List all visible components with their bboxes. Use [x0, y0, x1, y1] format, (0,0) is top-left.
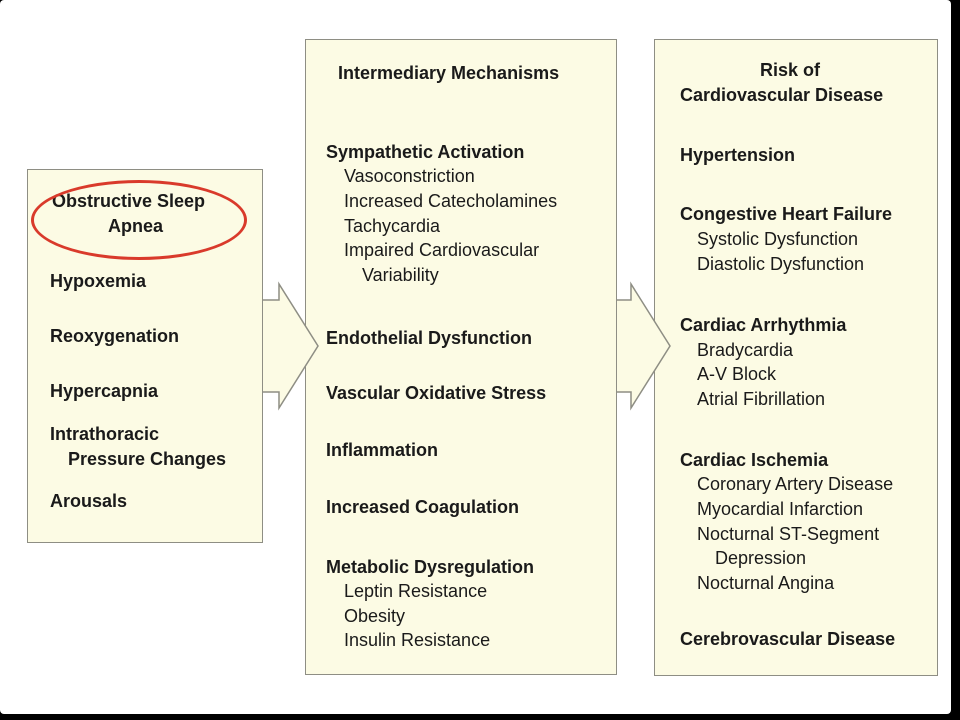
cvd-arrhythmia-heading: Cardiac Arrhythmia [680, 315, 847, 335]
mechanisms-title: Intermediary Mechanisms [338, 63, 560, 83]
osa-item-reoxygenation: Reoxygenation [50, 326, 180, 346]
mech-metabolic-item: Insulin Resistance [344, 630, 491, 650]
cvd-arrhythmia-item: Bradycardia [697, 340, 794, 360]
cvd-title-line1: Risk of [760, 60, 821, 80]
cvd-chf-item: Systolic Dysfunction [697, 229, 859, 249]
mech-sympathetic-item: Impaired Cardiovascular [344, 240, 540, 260]
cvd-risk-box [654, 39, 938, 676]
cvd-arrhythmia-item: Atrial Fibrillation [697, 389, 826, 409]
osa-box [27, 169, 263, 543]
mech-metabolic-heading: Metabolic Dysregulation [326, 557, 535, 577]
osa-item-intrathoracic: Intrathoracic [50, 424, 160, 444]
cvd-ischemia-item: Nocturnal Angina [697, 573, 835, 593]
mech-inflammation: Inflammation [326, 440, 439, 460]
mech-sympathetic-item: Vasoconstriction [344, 166, 475, 186]
mech-sympathetic-item: Increased Catecholamines [344, 191, 558, 211]
cvd-cerebrovascular: Cerebrovascular Disease [680, 629, 896, 649]
mech-coagulation: Increased Coagulation [326, 497, 520, 517]
mech-sympathetic-heading: Sympathetic Activation [326, 142, 525, 162]
cvd-ischemia-continuation: Depression [715, 548, 807, 568]
cvd-arrhythmia-item: A-V Block [697, 364, 777, 384]
mech-sympathetic-item: Tachycardia [344, 216, 441, 236]
osa-title-line1: Obstructive Sleep [52, 191, 206, 211]
mech-oxidative: Vascular Oxidative Stress [326, 383, 547, 403]
osa-item-hypercapnia: Hypercapnia [50, 381, 159, 401]
cvd-ischemia-item: Coronary Artery Disease [697, 474, 894, 494]
cvd-ischemia-item: Myocardial Infarction [697, 499, 864, 519]
cvd-chf-heading: Congestive Heart Failure [680, 204, 893, 224]
mech-metabolic-item: Leptin Resistance [344, 581, 488, 601]
cvd-chf-item: Diastolic Dysfunction [697, 254, 865, 274]
osa-item-arousals: Arousals [50, 491, 128, 511]
osa-item-hypoxemia: Hypoxemia [50, 271, 147, 291]
mechanisms-box [305, 39, 617, 675]
cvd-hypertension: Hypertension [680, 145, 796, 165]
mech-endothelial: Endothelial Dysfunction [326, 328, 533, 348]
cvd-title-line2: Cardiovascular Disease [680, 85, 884, 105]
osa-item-pressure-changes: Pressure Changes [68, 449, 227, 469]
mech-sympathetic-continuation: Variability [362, 265, 439, 285]
cvd-ischemia-item: Nocturnal ST-Segment [697, 524, 880, 544]
mech-metabolic-item: Obesity [344, 606, 406, 626]
osa-title-line2: Apnea [108, 216, 164, 236]
cvd-ischemia-heading: Cardiac Ischemia [680, 450, 829, 470]
